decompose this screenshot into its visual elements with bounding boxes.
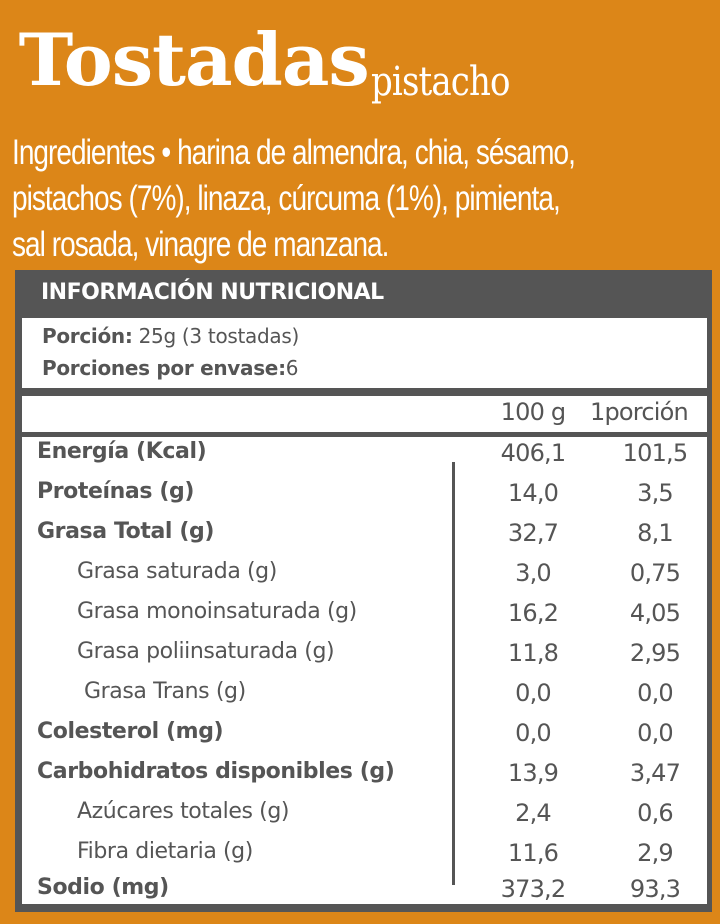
column-header-portion: 1porción [590, 398, 688, 426]
table-row [22, 519, 707, 559]
nutrient-label: Energía (Kcal) [37, 439, 207, 464]
portion-box [22, 318, 707, 388]
nutrition-title: INFORMACIÓN NUTRICIONAL [41, 280, 384, 305]
value-per-100g: 0,0 [515, 679, 551, 707]
nutrient-label: Grasa Total (g) [37, 519, 214, 544]
value-per-100g: 2,4 [515, 799, 551, 827]
value-per-100g: 406,1 [500, 439, 566, 467]
value-per-100g: 11,8 [507, 639, 559, 667]
value-per-portion: 0,6 [637, 799, 673, 827]
nutrient-label: Proteínas (g) [37, 479, 194, 504]
ingredients-line: Ingredientes • harina de almendra, chia, sésamo, [12, 133, 575, 172]
nutrient-label: Colesterol (mg) [37, 719, 224, 744]
table-row [22, 799, 707, 839]
value-per-100g: 32,7 [507, 519, 559, 547]
value-per-100g: 3,0 [515, 559, 551, 587]
nutrient-label: Grasa poliinsaturada (g) [77, 639, 335, 664]
value-per-100g: 13,9 [507, 759, 559, 787]
value-per-portion: 0,0 [637, 679, 673, 707]
product-title [18, 17, 534, 105]
ingredients-list [12, 130, 716, 268]
value-per-portion: 93,3 [629, 875, 681, 903]
value-per-100g: 0,0 [515, 719, 551, 747]
value-per-100g: 373,2 [500, 875, 566, 903]
portion-value: 25g (3 tostadas) [132, 324, 299, 348]
value-per-portion: 3,5 [637, 479, 673, 507]
value-per-portion: 2,9 [637, 839, 673, 867]
portion-label: Porción: [42, 324, 133, 348]
nutrient-label: Carbohidratos disponibles (g) [37, 759, 395, 784]
nutrition-panel [15, 270, 712, 912]
table-row [22, 639, 707, 679]
nutrient-label: Fibra dietaria (g) [77, 839, 253, 864]
value-per-portion: 4,05 [629, 599, 681, 627]
table-row [22, 679, 707, 719]
table-row [22, 599, 707, 639]
nutrition-table [22, 437, 707, 904]
title-main: Tostadas [18, 17, 369, 102]
column-header-row [22, 396, 707, 432]
servings-label: Porciones por envase: [42, 356, 286, 380]
ingredients-line: pistachos (7%), linaza, cúrcuma (1%), pimienta, [12, 179, 560, 218]
nutrient-label: Grasa Trans (g) [84, 679, 246, 704]
value-per-100g: 16,2 [507, 599, 559, 627]
value-per-portion: 3,47 [629, 759, 681, 787]
table-row [22, 719, 707, 759]
table-row [22, 839, 707, 879]
table-row [22, 759, 707, 799]
table-row [22, 439, 707, 479]
nutrient-label: Grasa saturada (g) [77, 559, 277, 584]
title-flavor: pistacho [371, 59, 510, 105]
value-per-portion: 2,95 [629, 639, 681, 667]
value-per-portion: 0,75 [629, 559, 681, 587]
nutrient-label: Sodio (mg) [37, 875, 169, 900]
value-per-portion: 8,1 [637, 519, 673, 547]
servings-per-container [42, 356, 298, 380]
nutrient-label: Azúcares totales (g) [77, 799, 290, 824]
portion-size [42, 324, 299, 348]
servings-value: 6 [285, 356, 299, 380]
value-per-100g: 14,0 [507, 479, 559, 507]
table-row [22, 559, 707, 599]
column-header-100g: 100 g [500, 398, 566, 426]
value-per-portion: 101,5 [622, 439, 688, 467]
table-row [22, 479, 707, 519]
ingredients-line: sal rosada, vinagre de manzana. [12, 225, 389, 264]
table-row [22, 875, 707, 915]
nutrient-label: Grasa monoinsaturada (g) [77, 599, 357, 624]
value-per-100g: 11,6 [507, 839, 559, 867]
value-per-portion: 0,0 [637, 719, 673, 747]
